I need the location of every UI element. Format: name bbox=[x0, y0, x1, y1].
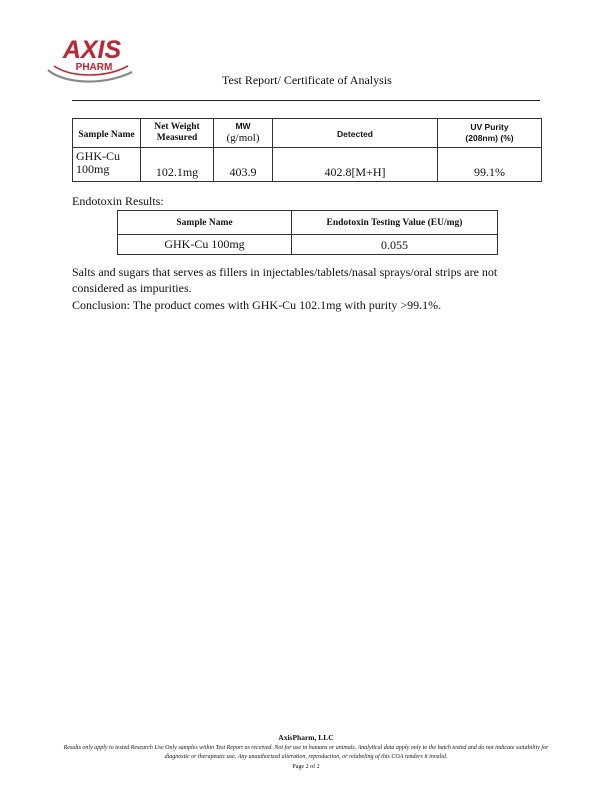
header-sample-name: Sample Name bbox=[73, 119, 141, 148]
cell-sample-name bbox=[73, 148, 141, 182]
endotoxin-header-value: Endotoxin Testing Value (EU/mg) bbox=[292, 211, 498, 235]
endotoxin-table bbox=[117, 210, 498, 255]
table-row bbox=[73, 148, 542, 182]
analysis-table-header-row bbox=[73, 119, 542, 148]
axispharm-logo bbox=[44, 32, 140, 84]
cell-mw: 403.9 bbox=[214, 148, 273, 182]
endotoxin-cell-value: 0.055 bbox=[292, 235, 498, 255]
cell-uv-purity: 99.1% bbox=[438, 148, 542, 182]
analysis-table bbox=[72, 118, 542, 182]
header-rule bbox=[72, 100, 540, 101]
endotoxin-cell-sample: GHK-Cu 100mg bbox=[118, 235, 292, 255]
header-uv-purity bbox=[438, 119, 542, 148]
conclusion: Conclusion: The product comes with GHK-Cu 102.1mg with purity >99.1%. bbox=[72, 298, 442, 312]
logo-text-bottom: PHARM bbox=[75, 62, 113, 73]
axispharm-logo-graphic bbox=[44, 32, 140, 84]
header-mw-line2: (g/mol) bbox=[226, 132, 260, 144]
footer-disclaimer: Results only apply to tested Research Use Only samples within Test Report as received. Not for use in humans or animals. Analytical data apply only to the batch tested and do not indicate suitability for diagnostic or therapeutic use. Any unauthorized alteration, reproduction, or relabeling of this COA renders it invalid. bbox=[63, 745, 549, 760]
header-uv-line2: (208nm) (%) bbox=[465, 133, 514, 143]
cell-sample-line2: 100mg bbox=[76, 162, 110, 176]
header-net-weight-line2: Measured bbox=[156, 133, 198, 143]
header-uv-line1: UV Purity bbox=[470, 122, 509, 132]
cell-net-weight: 102.1mg bbox=[141, 148, 214, 182]
table-row bbox=[118, 235, 498, 255]
cell-detected: 402.8[M+H] bbox=[273, 148, 438, 182]
header-detected: Detected bbox=[273, 119, 438, 148]
endotoxin-header-row bbox=[118, 211, 498, 235]
document-title: Test Report/ Certificate of Analysis bbox=[222, 73, 392, 87]
endotoxin-header-sample: Sample Name bbox=[118, 211, 292, 235]
endotoxin-label: Endotoxin Results: bbox=[72, 194, 164, 208]
page-number: Page 2 of 2 bbox=[292, 764, 320, 770]
header-net-weight-line1: Net Weight bbox=[154, 122, 200, 132]
fillers-note: Salts and sugars that serves as fillers in injectables/tablets/nasal sprays/oral strips are not considered as impurities. bbox=[72, 265, 498, 295]
cell-sample-line1: GHK-Cu bbox=[76, 149, 120, 163]
header-mw bbox=[214, 119, 273, 148]
header-net-weight bbox=[141, 119, 214, 148]
logo-text-top: AXIS bbox=[62, 36, 122, 64]
footer-company: AxisPharm, LLC bbox=[278, 733, 334, 742]
header-mw-line1: MW bbox=[235, 121, 251, 131]
